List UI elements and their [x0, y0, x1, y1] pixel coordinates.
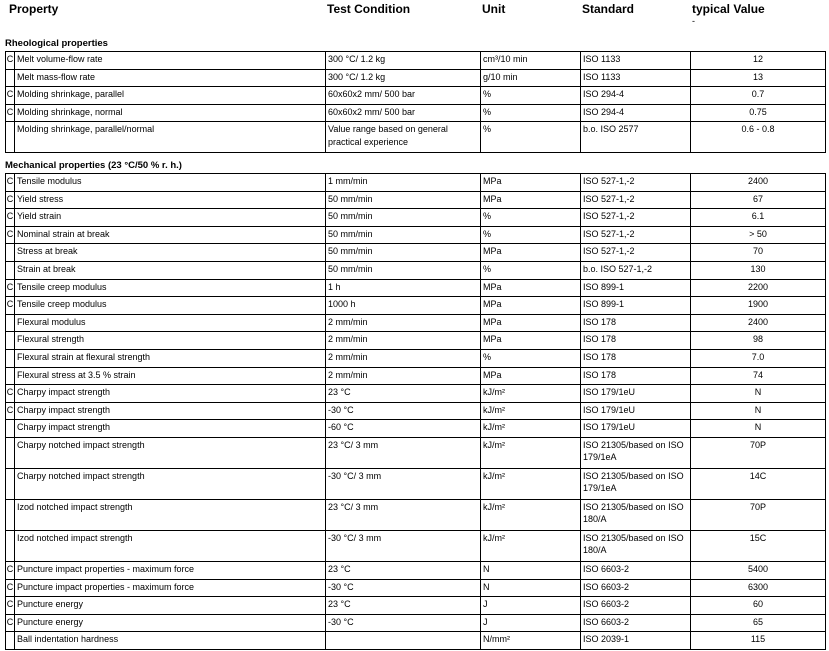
table-row — [6, 402, 826, 420]
property-cell: Tensile creep modulus — [15, 297, 326, 315]
conformity-mark: C — [6, 209, 15, 227]
test-condition-cell: 2 mm/min — [326, 314, 481, 332]
unit-cell: MPa — [481, 297, 581, 315]
header-standard: Standard — [582, 2, 635, 16]
standard-cell: ISO 899-1 — [581, 297, 691, 315]
property-cell: Stress at break — [15, 244, 326, 262]
table-row — [6, 332, 826, 350]
property-cell: Puncture impact properties - maximum force — [15, 561, 326, 579]
test-condition-cell: 2 mm/min — [326, 332, 481, 350]
property-cell: Ball indentation hardness — [15, 632, 326, 650]
typical-value-cell: 2400 — [691, 174, 826, 192]
typical-value-cell: 14C — [691, 468, 826, 499]
property-cell: Molding shrinkage, normal — [15, 104, 326, 122]
conformity-mark — [6, 244, 15, 262]
standard-cell: ISO 21305/based on ISO 180/A — [581, 530, 691, 561]
test-condition-cell: -30 °C/ 3 mm — [326, 530, 481, 561]
conformity-mark — [6, 499, 15, 530]
unit-cell: % — [481, 104, 581, 122]
test-condition-cell: Value range based on general practical experience — [326, 122, 481, 153]
standard-cell: ISO 6603-2 — [581, 614, 691, 632]
conformity-mark: C — [6, 297, 15, 315]
typical-value-cell: 70P — [691, 437, 826, 468]
test-condition-cell: 300 °C/ 1.2 kg — [326, 52, 481, 70]
table-row — [6, 561, 826, 579]
conformity-mark: C — [6, 385, 15, 403]
table-row — [6, 367, 826, 385]
test-condition-cell: -30 °C/ 3 mm — [326, 468, 481, 499]
header-property: Property — [9, 2, 59, 16]
property-cell: Charpy impact strength — [15, 420, 326, 438]
property-cell: Puncture energy — [15, 614, 326, 632]
table-row — [6, 52, 826, 70]
test-condition-cell: 23 °C — [326, 561, 481, 579]
standard-cell: ISO 6603-2 — [581, 597, 691, 615]
conformity-mark: C — [6, 561, 15, 579]
table-row — [6, 614, 826, 632]
typical-value-cell: 2200 — [691, 279, 826, 297]
header-typical-value-dash: - — [692, 16, 695, 26]
standard-cell: ISO 179/1eU — [581, 420, 691, 438]
conformity-mark: C — [6, 226, 15, 244]
unit-cell: MPa — [481, 367, 581, 385]
unit-cell: g/10 min — [481, 69, 581, 87]
property-cell: Charpy notched impact strength — [15, 468, 326, 499]
test-condition-cell: 50 mm/min — [326, 209, 481, 227]
standard-cell: ISO 21305/based on ISO 180/A — [581, 499, 691, 530]
property-cell: Charpy impact strength — [15, 385, 326, 403]
unit-cell: N — [481, 579, 581, 597]
conformity-mark — [6, 530, 15, 561]
standard-cell: ISO 294-4 — [581, 104, 691, 122]
test-condition-cell: 1 h — [326, 279, 481, 297]
typical-value-cell: 115 — [691, 632, 826, 650]
table-row — [6, 191, 826, 209]
conformity-mark — [6, 69, 15, 87]
typical-value-cell: 6300 — [691, 579, 826, 597]
conformity-mark — [6, 632, 15, 650]
conformity-mark: C — [6, 614, 15, 632]
standard-cell: ISO 899-1 — [581, 279, 691, 297]
table-row — [6, 499, 826, 530]
typical-value-cell: 12 — [691, 52, 826, 70]
unit-cell: % — [481, 209, 581, 227]
standard-cell: ISO 6603-2 — [581, 579, 691, 597]
table-row — [6, 104, 826, 122]
property-cell: Melt mass-flow rate — [15, 69, 326, 87]
typical-value-cell: 70P — [691, 499, 826, 530]
conformity-mark — [6, 349, 15, 367]
conformity-mark — [6, 122, 15, 153]
property-cell: Melt volume-flow rate — [15, 52, 326, 70]
unit-cell: % — [481, 261, 581, 279]
property-cell: Flexural strain at flexural strength — [15, 349, 326, 367]
property-cell: Flexural modulus — [15, 314, 326, 332]
mechanical-table — [5, 173, 826, 650]
table-row — [6, 468, 826, 499]
unit-cell: MPa — [481, 314, 581, 332]
table-row — [6, 297, 826, 315]
conformity-mark: C — [6, 402, 15, 420]
test-condition-cell: 60x60x2 mm/ 500 bar — [326, 87, 481, 105]
typical-value-cell: 67 — [691, 191, 826, 209]
property-cell: Tensile creep modulus — [15, 279, 326, 297]
section-title-rheological: Rheological properties — [5, 38, 108, 49]
table-row — [6, 314, 826, 332]
typical-value-cell: 0.75 — [691, 104, 826, 122]
unit-cell: N/mm² — [481, 632, 581, 650]
table-row — [6, 279, 826, 297]
standard-cell: ISO 527-1,-2 — [581, 209, 691, 227]
test-condition-cell: 50 mm/min — [326, 226, 481, 244]
typical-value-cell: 98 — [691, 332, 826, 350]
table-row — [6, 597, 826, 615]
typical-value-cell: 65 — [691, 614, 826, 632]
typical-value-cell: 6.1 — [691, 209, 826, 227]
header-typical-value: typical Value — [692, 2, 765, 16]
conformity-mark: C — [6, 597, 15, 615]
property-cell: Nominal strain at break — [15, 226, 326, 244]
conformity-mark — [6, 367, 15, 385]
test-condition-cell: 2 mm/min — [326, 349, 481, 367]
standard-cell: ISO 178 — [581, 332, 691, 350]
property-cell: Molding shrinkage, parallel/normal — [15, 122, 326, 153]
unit-cell: MPa — [481, 174, 581, 192]
unit-cell: MPa — [481, 279, 581, 297]
property-cell: Flexural strength — [15, 332, 326, 350]
test-condition-cell: 50 mm/min — [326, 244, 481, 262]
table-row — [6, 261, 826, 279]
unit-cell: kJ/m² — [481, 499, 581, 530]
column-header — [0, 2, 829, 26]
conformity-mark — [6, 468, 15, 499]
header-test-condition: Test Condition — [327, 2, 411, 16]
unit-cell: J — [481, 597, 581, 615]
table-row — [6, 349, 826, 367]
property-cell: Puncture energy — [15, 597, 326, 615]
typical-value-cell: > 50 — [691, 226, 826, 244]
unit-cell: % — [481, 349, 581, 367]
typical-value-cell: 13 — [691, 69, 826, 87]
test-condition-cell: 1000 h — [326, 297, 481, 315]
test-condition-cell: 50 mm/min — [326, 261, 481, 279]
unit-cell: MPa — [481, 244, 581, 262]
typical-value-cell: 15C — [691, 530, 826, 561]
standard-cell: ISO 178 — [581, 367, 691, 385]
table-row — [6, 209, 826, 227]
conformity-mark — [6, 261, 15, 279]
property-cell: Tensile modulus — [15, 174, 326, 192]
section-title-mechanical: Mechanical properties (23 °C/50 % r. h.) — [5, 160, 182, 171]
standard-cell: ISO 178 — [581, 349, 691, 367]
test-condition-cell: 23 °C/ 3 mm — [326, 437, 481, 468]
property-cell: Yield stress — [15, 191, 326, 209]
typical-value-cell: 1900 — [691, 297, 826, 315]
unit-cell: % — [481, 226, 581, 244]
standard-cell: ISO 178 — [581, 314, 691, 332]
conformity-mark — [6, 437, 15, 468]
property-cell: Charpy impact strength — [15, 402, 326, 420]
typical-value-cell: 0.6 - 0.8 — [691, 122, 826, 153]
table-row — [6, 632, 826, 650]
unit-cell: kJ/m² — [481, 385, 581, 403]
table-row — [6, 530, 826, 561]
standard-cell: ISO 21305/based on ISO 179/1eA — [581, 437, 691, 468]
standard-cell: ISO 21305/based on ISO 179/1eA — [581, 468, 691, 499]
standard-cell: ISO 179/1eU — [581, 402, 691, 420]
typical-value-cell: N — [691, 402, 826, 420]
property-cell: Izod notched impact strength — [15, 499, 326, 530]
conformity-mark: C — [6, 52, 15, 70]
standard-cell: ISO 1133 — [581, 69, 691, 87]
typical-value-cell: 130 — [691, 261, 826, 279]
test-condition-cell: -60 °C — [326, 420, 481, 438]
standard-cell: ISO 527-1,-2 — [581, 191, 691, 209]
typical-value-cell: 74 — [691, 367, 826, 385]
standard-cell: ISO 294-4 — [581, 87, 691, 105]
standard-cell: ISO 527-1,-2 — [581, 226, 691, 244]
conformity-mark — [6, 332, 15, 350]
test-condition-cell: -30 °C — [326, 614, 481, 632]
unit-cell: % — [481, 87, 581, 105]
typical-value-cell: 5400 — [691, 561, 826, 579]
conformity-mark: C — [6, 87, 15, 105]
property-cell: Izod notched impact strength — [15, 530, 326, 561]
conformity-mark: C — [6, 174, 15, 192]
property-cell: Puncture impact properties - maximum force — [15, 579, 326, 597]
table-row — [6, 437, 826, 468]
conformity-mark: C — [6, 191, 15, 209]
table-row — [6, 226, 826, 244]
typical-value-cell: N — [691, 420, 826, 438]
conformity-mark — [6, 314, 15, 332]
table-row — [6, 244, 826, 262]
standard-cell: ISO 1133 — [581, 52, 691, 70]
standard-cell: b.o. ISO 527-1,-2 — [581, 261, 691, 279]
test-condition-cell: 1 mm/min — [326, 174, 481, 192]
test-condition-cell — [326, 632, 481, 650]
standard-cell: ISO 6603-2 — [581, 561, 691, 579]
standard-cell: ISO 179/1eU — [581, 385, 691, 403]
test-condition-cell: 300 °C/ 1.2 kg — [326, 69, 481, 87]
conformity-mark: C — [6, 279, 15, 297]
table-row — [6, 420, 826, 438]
table-row — [6, 579, 826, 597]
unit-cell: kJ/m² — [481, 420, 581, 438]
unit-cell: J — [481, 614, 581, 632]
table-row — [6, 122, 826, 153]
test-condition-cell: 23 °C/ 3 mm — [326, 499, 481, 530]
property-cell: Molding shrinkage, parallel — [15, 87, 326, 105]
unit-cell: cm³/10 min — [481, 52, 581, 70]
test-condition-cell: 50 mm/min — [326, 191, 481, 209]
property-cell: Yield strain — [15, 209, 326, 227]
unit-cell: MPa — [481, 191, 581, 209]
conformity-mark: C — [6, 579, 15, 597]
test-condition-cell: 2 mm/min — [326, 367, 481, 385]
property-cell: Strain at break — [15, 261, 326, 279]
test-condition-cell: 23 °C — [326, 385, 481, 403]
table-row — [6, 87, 826, 105]
unit-cell: kJ/m² — [481, 468, 581, 499]
standard-cell: ISO 527-1,-2 — [581, 174, 691, 192]
property-cell: Charpy notched impact strength — [15, 437, 326, 468]
unit-cell: % — [481, 122, 581, 153]
table-row — [6, 385, 826, 403]
rheological-table — [5, 51, 826, 153]
typical-value-cell: 60 — [691, 597, 826, 615]
unit-cell: kJ/m² — [481, 437, 581, 468]
conformity-mark — [6, 420, 15, 438]
unit-cell: kJ/m² — [481, 530, 581, 561]
conformity-mark: C — [6, 104, 15, 122]
unit-cell: kJ/m² — [481, 402, 581, 420]
table-row — [6, 174, 826, 192]
property-cell: Flexural stress at 3.5 % strain — [15, 367, 326, 385]
typical-value-cell: 70 — [691, 244, 826, 262]
unit-cell: N — [481, 561, 581, 579]
typical-value-cell: N — [691, 385, 826, 403]
test-condition-cell: 23 °C — [326, 597, 481, 615]
typical-value-cell: 0.7 — [691, 87, 826, 105]
table-row — [6, 69, 826, 87]
standard-cell: ISO 2039-1 — [581, 632, 691, 650]
test-condition-cell: -30 °C — [326, 579, 481, 597]
test-condition-cell: 60x60x2 mm/ 500 bar — [326, 104, 481, 122]
header-unit: Unit — [482, 2, 506, 16]
standard-cell: ISO 527-1,-2 — [581, 244, 691, 262]
test-condition-cell: -30 °C — [326, 402, 481, 420]
unit-cell: MPa — [481, 332, 581, 350]
typical-value-cell: 7.0 — [691, 349, 826, 367]
typical-value-cell: 2400 — [691, 314, 826, 332]
standard-cell: b.o. ISO 2577 — [581, 122, 691, 153]
